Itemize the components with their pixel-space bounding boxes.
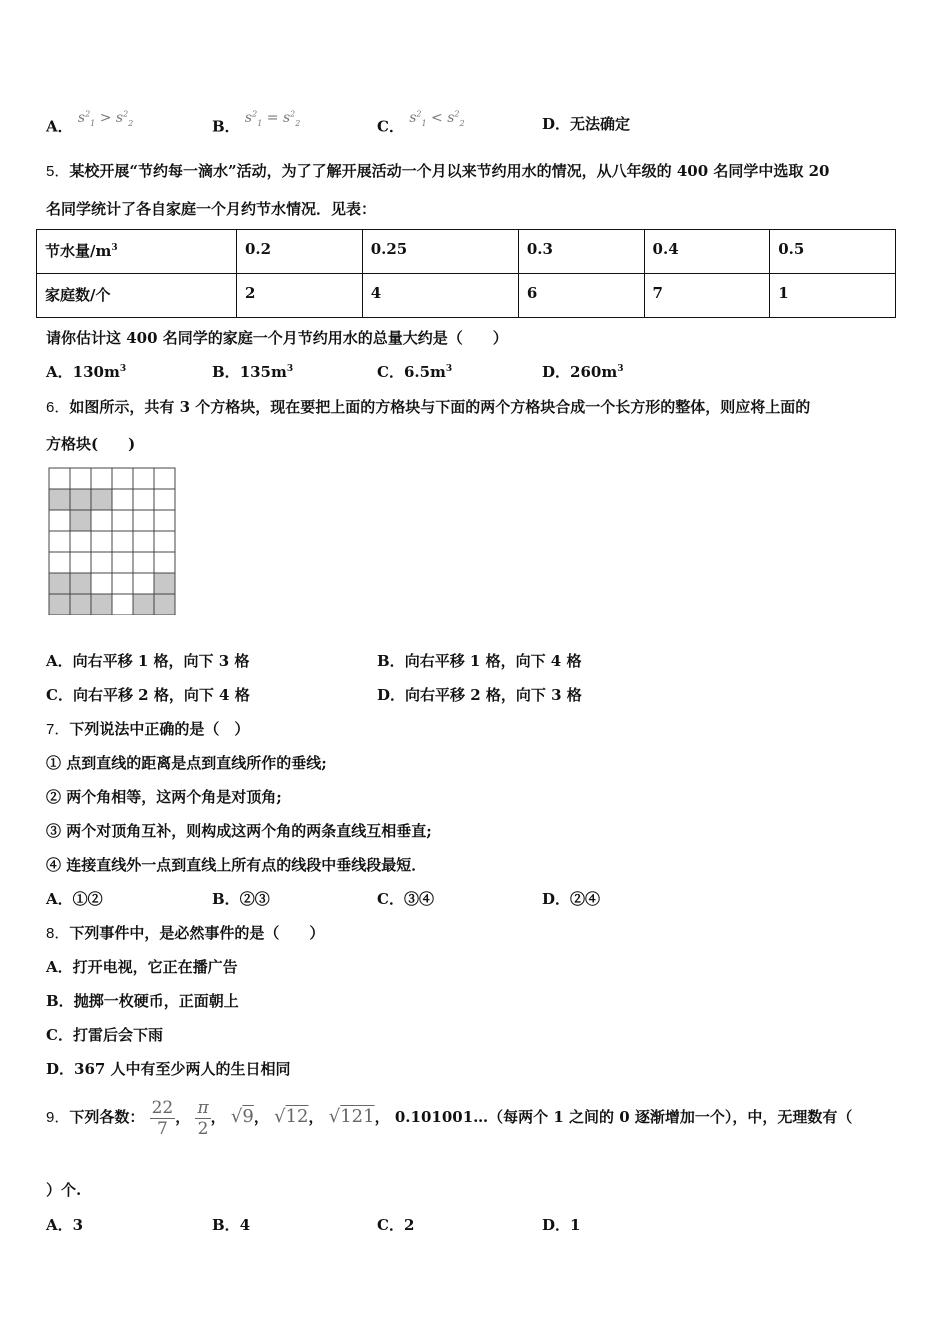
- grid-cell: [154, 552, 175, 573]
- q4-option-a-formula: $s^2_1 > s^2_2$: [77, 109, 134, 128]
- q5-option-c: C．$6.5m^3$: [377, 363, 453, 381]
- grid-cell: [49, 468, 70, 489]
- q4-option-d: D．无法确定: [542, 115, 631, 133]
- q7-item-4: ④ 连接直线外一点到直线上所有点的线段中垂线段最短．: [46, 856, 427, 874]
- grid-cell: [49, 531, 70, 552]
- q7-option-c: C．③④: [377, 890, 434, 908]
- grid-cell: [133, 468, 154, 489]
- grid-cell: [70, 531, 91, 552]
- q7-option-a: A．①②: [46, 890, 103, 908]
- grid-cell: [133, 552, 154, 573]
- table-row: [37, 230, 896, 274]
- grid-cell-shaded: [91, 489, 112, 510]
- grid-cell: [49, 552, 70, 573]
- q6-option-d: D．向右平移 2 格，向下 3 格: [377, 686, 582, 704]
- grid-cell: [112, 552, 133, 573]
- grid-cell: [70, 468, 91, 489]
- grid-cell-shaded: [70, 573, 91, 594]
- grid-cell: [112, 468, 133, 489]
- q5-option-a: A．$130m^3$: [46, 363, 127, 381]
- sqrt-121: √121: [328, 1106, 375, 1127]
- q6-stem-line1: 6．如图所示，共有 3 个方格块，现在要把上面的方格块与下面的两个方格块合成一个长方形的整体，则应将上面的: [46, 398, 811, 416]
- table-cell: 0.3: [518, 230, 644, 274]
- table-cell: 0.5: [770, 230, 896, 274]
- table-cell: 0.25: [362, 230, 518, 274]
- grid-cell-shaded: [70, 510, 91, 531]
- grid-cell-shaded: [49, 489, 70, 510]
- grid-cell: [91, 468, 112, 489]
- grid-cell: [133, 573, 154, 594]
- q7-item-1: ① 点到直线的距离是点到直线所作的垂线;: [46, 754, 327, 772]
- sqrt-9: √9: [230, 1106, 254, 1127]
- q5-question: 请你估计这 400 名同学的家庭一个月节约用水的总量大约是（ ）: [46, 329, 508, 347]
- q7-item-2: ② 两个角相等，这两个角是对顶角;: [46, 788, 282, 806]
- q9-stem-line2: ）个.: [46, 1181, 82, 1199]
- grid-cell-shaded: [154, 573, 175, 594]
- grid-cell: [112, 510, 133, 531]
- q6-option-b: B．向右平移 1 格，向下 4 格: [377, 652, 582, 670]
- q4-option-b-formula: $s^2_1 = s^2_2$: [244, 109, 301, 128]
- water-saving-table: [36, 229, 896, 318]
- grid-cell: [91, 510, 112, 531]
- grid-cell-shaded: [70, 489, 91, 510]
- q6-stem-line2: 方格块( ): [46, 435, 136, 453]
- q6-option-c: C．向右平移 2 格，向下 4 格: [46, 686, 250, 704]
- q7-stem: 7．下列说法中正确的是（ ）: [46, 720, 250, 738]
- q4-option-c-formula: $s^2_1 < s^2_2$: [409, 109, 465, 128]
- grid-cell-shaded: [49, 573, 70, 594]
- grid-cell: [133, 510, 154, 531]
- q7-option-b: B．②③: [212, 890, 270, 908]
- q9-option-d: D．1: [542, 1216, 581, 1234]
- fraction-pi-2: $\frac{\pi}{2}$: [197, 1097, 209, 1139]
- q8-option-d: D．367 人中有至少两人的生日相同: [46, 1060, 291, 1078]
- grid-cell: [49, 510, 70, 531]
- grid-cell: [154, 531, 175, 552]
- q4-option-a: A． $s^2_1 > s^2_2$: [46, 109, 134, 136]
- table-cell: 4: [362, 274, 518, 318]
- table-cell: 7: [644, 274, 770, 318]
- grid-cell-shaded: [154, 594, 175, 615]
- q8-option-c: C．打雷后会下雨: [46, 1026, 163, 1044]
- table-cell: 节水量$/m^3$: [37, 230, 237, 274]
- q5-option-b: B．$135m^3$: [212, 363, 294, 381]
- q9-option-c: C．2: [377, 1216, 415, 1234]
- q4-option-c: C． $s^2_1 < s^2_2$: [377, 109, 465, 136]
- grid-cell-shaded: [70, 594, 91, 615]
- table-cell: 2: [237, 274, 363, 318]
- grid-cell-shaded: [133, 594, 154, 615]
- q4-option-b: B． $s^2_1 = s^2_2$: [212, 109, 301, 136]
- grid-cell: [70, 552, 91, 573]
- q7-option-d: D．②④: [542, 890, 601, 908]
- grid-cell: [154, 510, 175, 531]
- q9-option-b: B．4: [212, 1216, 251, 1234]
- grid-cell-shaded: [49, 594, 70, 615]
- q6-option-a: A．向右平移 1 格，向下 3 格: [46, 652, 250, 670]
- table-cell: 6: [518, 274, 644, 318]
- q5-option-d: D．$260m^3$: [542, 363, 624, 381]
- q5-stem-line2: 名同学统计了各自家庭一个月约节水情况．见表：: [46, 200, 377, 218]
- grid-cell-shaded: [91, 594, 112, 615]
- grid-cell: [112, 594, 133, 615]
- q9-stem: 9．下列各数： $\frac{22}{7}$ ， $\frac{\pi}{2}$ ， √9， √12， √121， 0.101001…（每两个 1 之间的 0 逐渐增加一个），中，无理数有（: [46, 1097, 853, 1139]
- table-cell: 家庭数/个: [37, 274, 237, 318]
- grid-cell: [112, 531, 133, 552]
- grid-cell: [133, 531, 154, 552]
- grid-cell: [133, 489, 154, 510]
- grid-cell: [154, 468, 175, 489]
- grid-cell: [91, 552, 112, 573]
- grid-cell: [91, 573, 112, 594]
- q5-stem-line1: 5．某校开展“节约每一滴水”活动，为了了解开展活动一个月以来节约用水的情况，从八年级的 400 名同学中选取 20: [46, 162, 830, 180]
- grid-cell: [112, 573, 133, 594]
- q8-option-b: B．抛掷一枚硬币，正面朝上: [46, 992, 239, 1010]
- q7-item-3: ③ 两个对顶角互补，则构成这两个角的两条直线互相垂直;: [46, 822, 432, 840]
- grid-cell: [91, 531, 112, 552]
- table-cell: 1: [770, 274, 896, 318]
- grid-cell: [154, 489, 175, 510]
- table-cell: 0.2: [237, 230, 363, 274]
- table-row: [37, 274, 896, 318]
- fraction-22-7: $\frac{22}{7}$: [151, 1097, 174, 1139]
- square-grid-figure: [48, 467, 178, 615]
- sqrt-12: √12: [274, 1106, 309, 1127]
- grid-cell: [112, 489, 133, 510]
- q8-option-a: A．打开电视，它正在播广告: [46, 958, 238, 976]
- q9-option-a: A．3: [46, 1216, 84, 1234]
- table-cell: 0.4: [644, 230, 770, 274]
- q8-stem: 8．下列事件中，是必然事件的是（ ）: [46, 924, 325, 942]
